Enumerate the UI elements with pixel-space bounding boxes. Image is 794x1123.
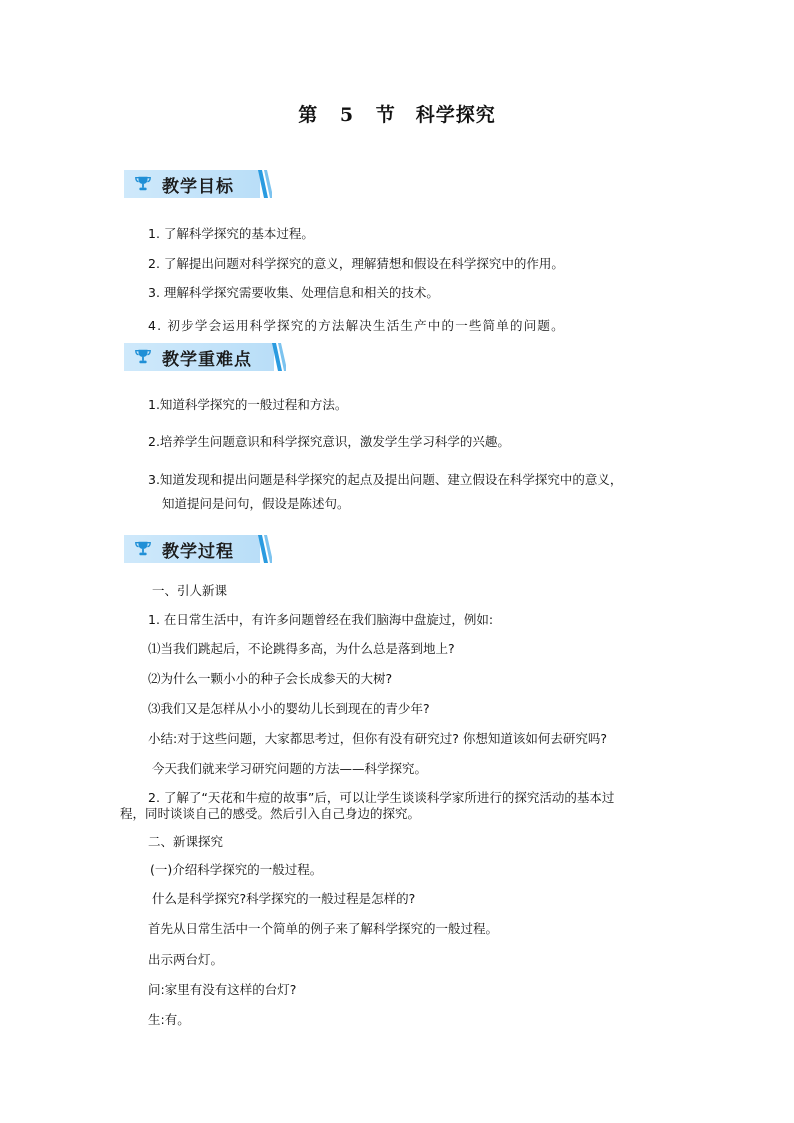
process-line: 1. 在日常生活中，有许多问题曾经在我们脑海中盘旋过，例如: [148, 612, 494, 627]
process-line: 今天我们就来学习研究问题的方法——科学探究。 [152, 761, 428, 776]
trophy-icon [134, 175, 152, 193]
banner-stripes [272, 343, 286, 371]
section-banner-key-points [124, 343, 274, 371]
banner-stripes [258, 170, 272, 198]
section-heading: 教学目标 [162, 176, 234, 197]
process-line: 2. 了解了“天花和牛痘的故事”后，可以让学生谈谈科学家所进行的探究活动的基本过 [148, 790, 615, 805]
process-line: 出示两台灯。 [148, 952, 224, 967]
trophy-icon [134, 540, 152, 558]
process-line: 问:家里有没有这样的台灯? [148, 982, 297, 997]
process-line: 一、引人新课 [152, 583, 228, 598]
process-line: 生:有。 [148, 1012, 190, 1027]
process-line: 小结:对于这些问题，大家都思考过，但你有没有研究过? 你想知道该如何去研究吗? [148, 731, 607, 746]
page-title: 第 5 节 科学探究 [298, 104, 496, 126]
process-line: 二、新课探究 [148, 834, 224, 849]
objective-item: 3. 理解科学探究需要收集、处理信息和相关的技术。 [148, 285, 439, 300]
process-line: 首先从日常生活中一个简单的例子来了解科学探究的一般过程。 [148, 921, 499, 936]
key-point-item: 1.知道科学探究的一般过程和方法。 [148, 397, 348, 412]
section-heading: 教学重难点 [162, 349, 252, 370]
section-banner-objectives [124, 170, 260, 198]
objective-item: 1. 了解科学探究的基本过程。 [148, 226, 314, 241]
key-point-item: 知道提问是问句，假设是陈述句。 [162, 496, 350, 511]
section-heading: 教学过程 [162, 541, 234, 562]
process-line: ⑵为什么一颗小小的种子会长成参天的大树? [148, 671, 393, 686]
trophy-icon [134, 348, 152, 366]
key-point-item: 3.知道发现和提出问题是科学探究的起点及提出问题、建立假设在科学探究中的意义， [148, 472, 623, 487]
process-line: ⑴当我们跳起后，不论跳得多高，为什么总是落到地上? [148, 641, 455, 656]
banner-stripes [258, 535, 272, 563]
process-line: ⑶我们又是怎样从小小的婴幼儿长到现在的青少年? [148, 701, 430, 716]
process-line: (一)介绍科学探究的一般过程。 [150, 862, 323, 877]
process-line: 程，同时谈谈自己的感受。然后引入自己身边的探究。 [120, 806, 421, 821]
objective-item: 2. 了解提出问题对科学探究的意义，理解猜想和假设在科学探究中的作用。 [148, 256, 564, 271]
objective-item: 4. 初步学会运用科学探究的方法解决生活生产中的一些简单的问题。 [148, 318, 565, 333]
key-point-item: 2.培养学生问题意识和科学探究意识，激发学生学习科学的兴趣。 [148, 434, 510, 449]
section-banner-process [124, 535, 260, 563]
process-line: 什么是科学探究?科学探究的一般过程是怎样的? [152, 891, 416, 906]
